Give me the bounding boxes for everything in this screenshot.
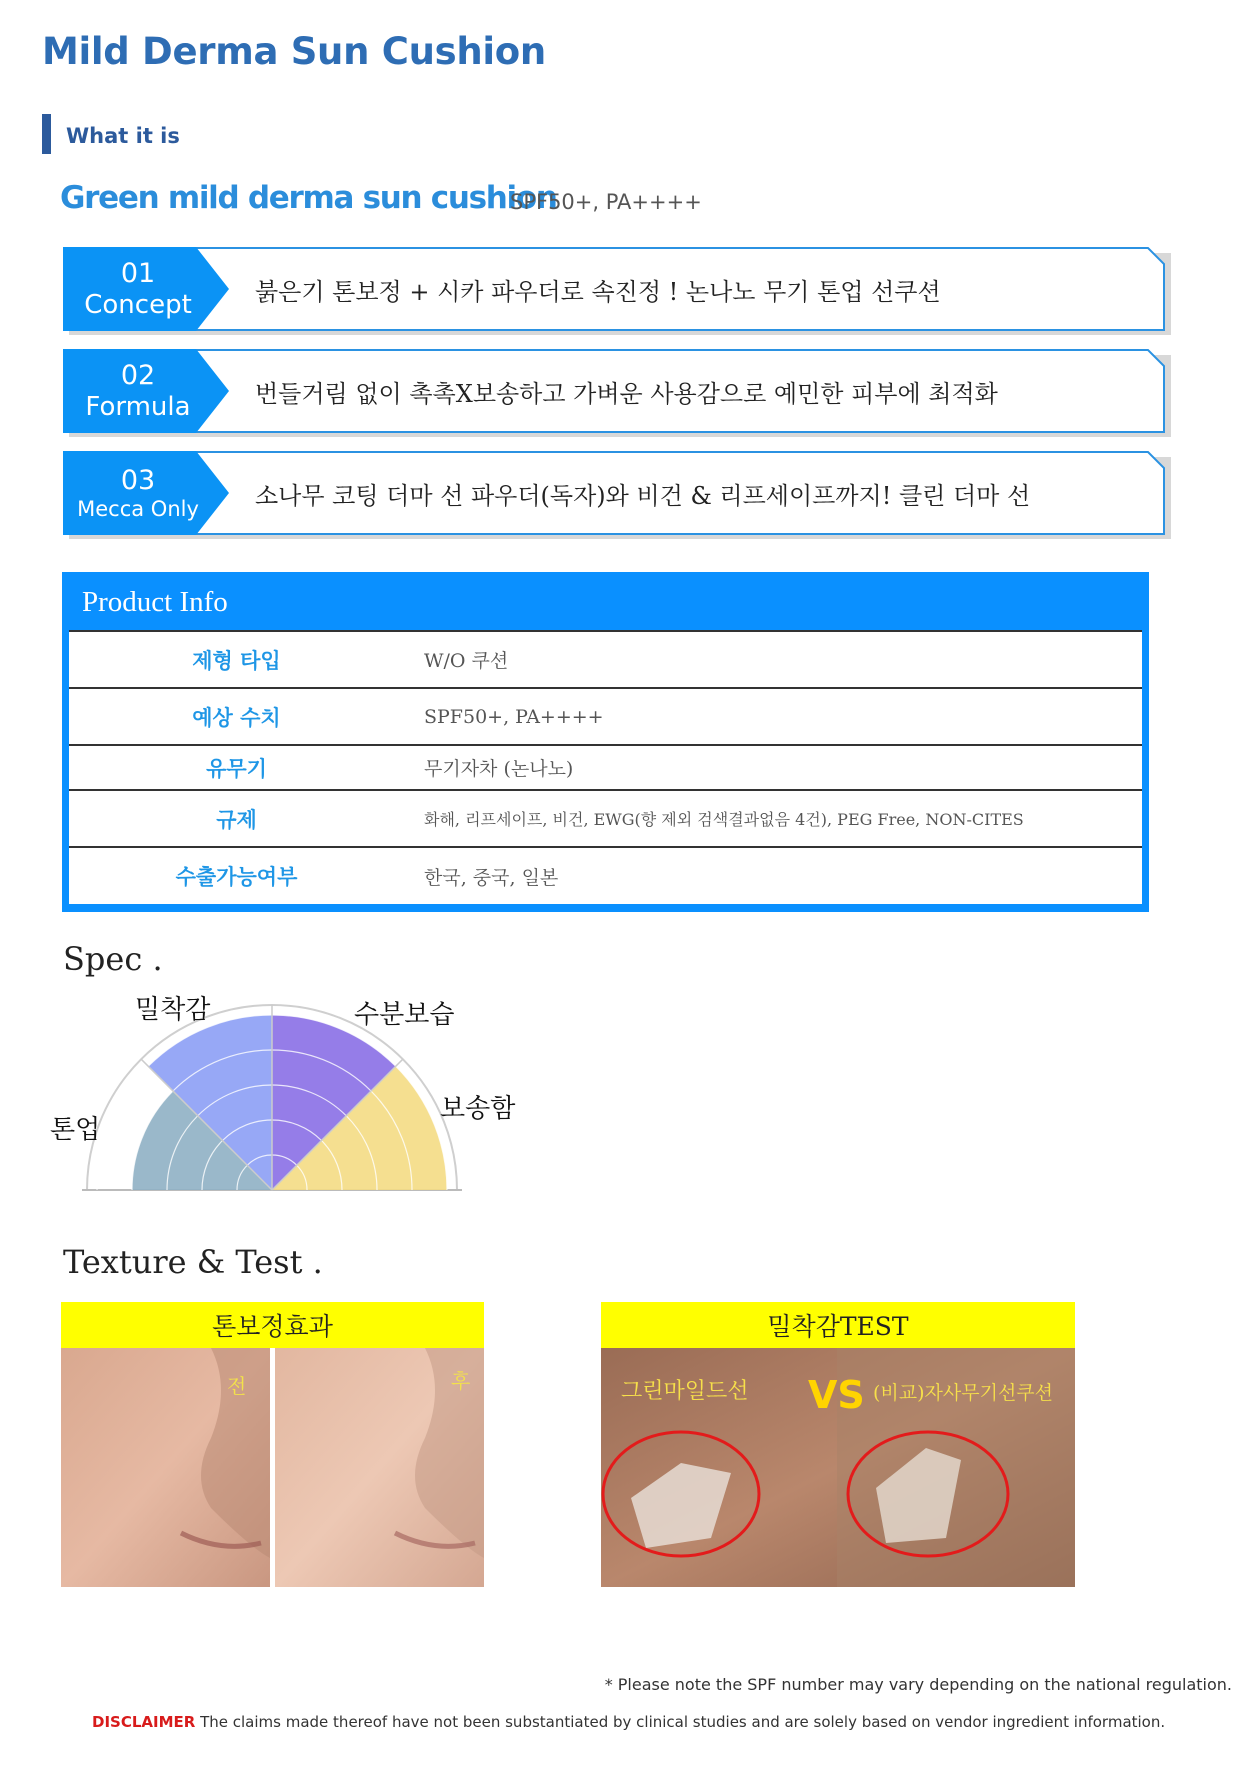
table-row [69, 630, 1142, 687]
feature-number: 02 [120, 359, 156, 391]
feature-concept [63, 247, 1171, 335]
row-value: 한국, 중국, 일본 [424, 866, 559, 889]
disclaimer-text: The claims made thereof have not been substantiated by clinical studies and are solely based on vendor ingredient information. [195, 1713, 1166, 1731]
feature-text: 붉은기 톤보정 + 시카 파우더로 속진정 ! 논나노 무기 톤업 선쿠션 [255, 277, 941, 306]
before-after-photo [61, 1348, 484, 1587]
row-key: 규제 [216, 807, 257, 832]
table-row [69, 789, 1142, 846]
product-info-panel [62, 572, 1149, 912]
spec-heading: Spec . [63, 940, 163, 978]
product-name: Green mild derma sun cushion [60, 180, 557, 216]
row-value: W/O 쿠션 [424, 650, 509, 672]
test-left-label: 그린마일드선 [621, 1379, 749, 1404]
row-value: SPF50+, PA++++ [424, 705, 604, 728]
row-key: 제형 타입 [192, 648, 281, 673]
feature-number: 03 [120, 464, 156, 496]
adhesion-panel-title: 밀착감TEST [601, 1302, 1075, 1348]
feature-text: 소나무 코팅 더마 선 파우더(독자)와 비건 & 리프세이프까지! 클린 더마 선 [255, 481, 1031, 510]
product-spf: SPF50+, PA++++ [510, 190, 702, 214]
test-right-label: (비교)자사무기선쿠션 [873, 1382, 1054, 1404]
feature-text: 번들거림 없이 촉촉X보송하고 가벼운 사용감으로 예민한 피부에 최적화 [255, 379, 998, 408]
chart-label: 톤업 [50, 1115, 101, 1145]
before-label: 전 [227, 1374, 247, 1398]
tone-panel-title: 톤보정효과 [61, 1302, 484, 1348]
texture-heading: Texture & Test . [63, 1243, 323, 1281]
table-row [69, 687, 1142, 744]
row-key: 수출가능여부 [175, 865, 298, 889]
chart-label: 밀착감 [135, 995, 211, 1025]
table-row [69, 846, 1142, 904]
row-value: 화해, 리프세이프, 비건, EWG(향 제외 검색결과없음 4건), PEG Free, NON-CITES [424, 810, 1024, 829]
disclaimer [92, 1713, 1165, 1731]
disclaimer-label: DISCLAIMER [92, 1713, 196, 1731]
spf-footnote: * Please note the SPF number may vary depending on the national regulation. [604, 1675, 1232, 1694]
spec-radial-chart [50, 990, 550, 1210]
feature-mecca-only [63, 451, 1171, 539]
row-value: 무기자차 (논나노) [424, 758, 574, 780]
section-marker [42, 114, 51, 154]
feature-number: 01 [120, 257, 156, 289]
row-key: 유무기 [206, 756, 267, 781]
feature-label: Concept [84, 289, 192, 320]
table-row [69, 744, 1142, 789]
feature-label: Mecca Only [77, 496, 199, 521]
adhesion-panel [601, 1302, 1075, 1587]
adhesion-test-photo [601, 1348, 1075, 1587]
page-title: Mild Derma Sun Cushion [42, 30, 546, 73]
chart-label: 수분보습 [354, 1000, 455, 1030]
feature-label: Formula [85, 391, 191, 422]
feature-formula [63, 349, 1171, 437]
product-info-title: Product Info [82, 586, 228, 618]
product-info-table [69, 630, 1142, 904]
chart-label: 보송함 [440, 1094, 516, 1124]
tone-panel [61, 1302, 484, 1587]
section-label: What it is [66, 124, 180, 148]
vs-label: VS [808, 1373, 865, 1417]
row-key: 예상 수치 [192, 705, 281, 730]
after-label: 후 [451, 1369, 471, 1393]
